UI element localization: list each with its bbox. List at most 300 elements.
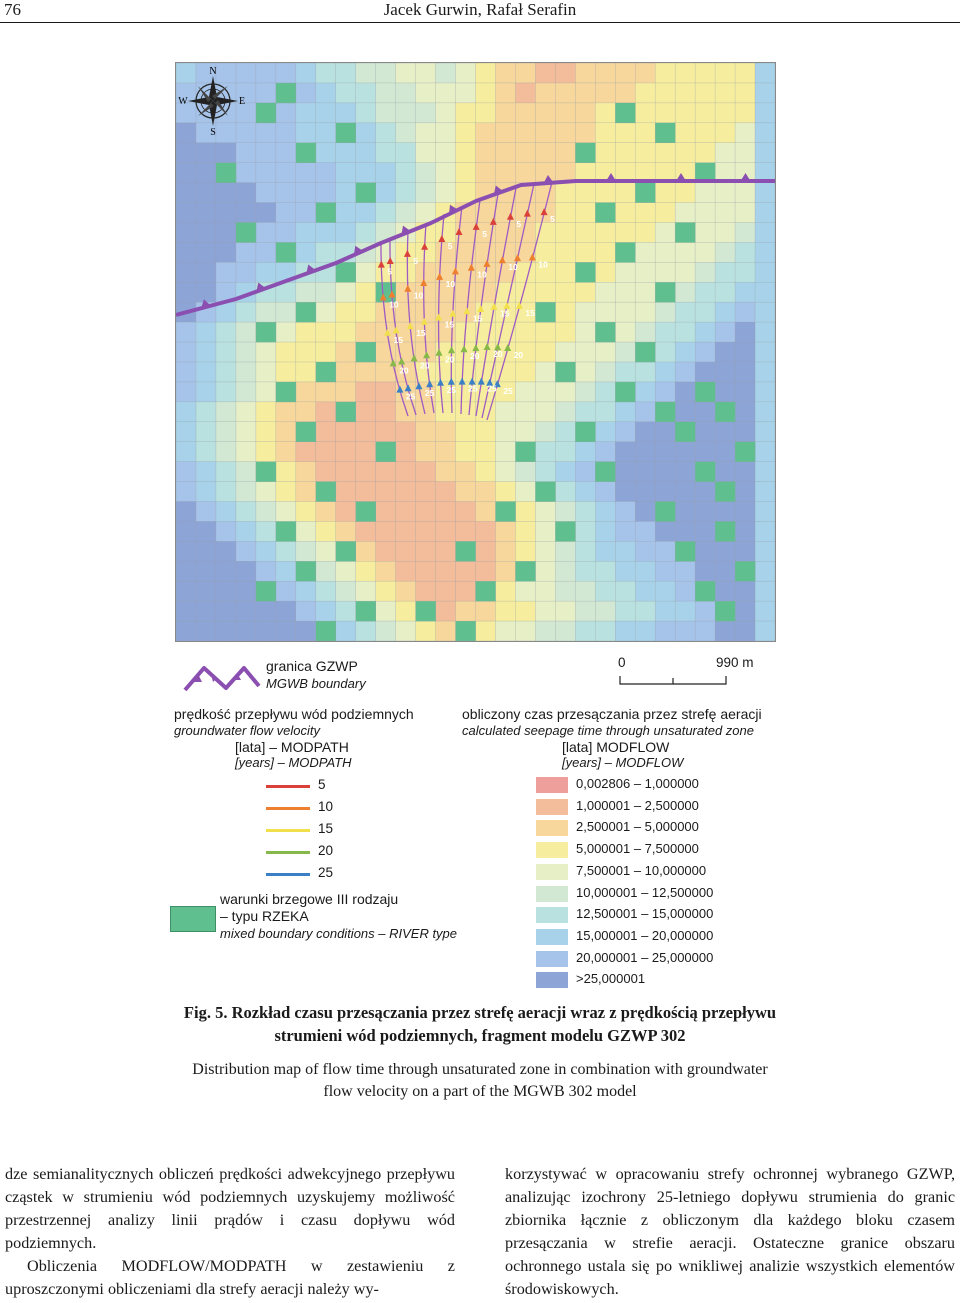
grid-cell [715, 302, 735, 322]
grid-cell [456, 422, 476, 442]
grid-cell [735, 382, 755, 402]
grid-cell [376, 203, 396, 223]
grid-cell [436, 103, 456, 123]
grid-cell [456, 183, 476, 203]
grid-cell [436, 422, 456, 442]
grid-cell [595, 541, 615, 561]
grid-cell [695, 242, 715, 262]
grid-cell [735, 302, 755, 322]
grid-cell [535, 541, 555, 561]
grid-cell [575, 222, 595, 242]
grid-cell [336, 601, 356, 621]
grid-cell [575, 282, 595, 302]
grid-cell [695, 621, 715, 641]
grid-cell [695, 203, 715, 223]
grid-cell [456, 262, 476, 282]
grid-cell [436, 482, 456, 502]
grid-cell [436, 501, 456, 521]
grid-cell [396, 422, 416, 442]
grid-cell [575, 482, 595, 502]
grid-cell [276, 163, 296, 183]
river-cell [476, 581, 496, 601]
grid-cell [476, 561, 496, 581]
grid-cell [615, 402, 635, 422]
grid-cell [695, 541, 715, 561]
grid-cell [675, 183, 695, 203]
grid-cell [296, 462, 316, 482]
grid-cell [196, 262, 216, 282]
grid-cell [256, 262, 276, 282]
grid-cell [755, 362, 775, 382]
grid-cell [495, 482, 515, 502]
grid-cell [296, 581, 316, 601]
grid-cell [436, 242, 456, 262]
river-cell [276, 83, 296, 103]
grid-cell [675, 442, 695, 462]
grid-cell [595, 302, 615, 322]
grid-cell [555, 442, 575, 462]
grid-cell [176, 282, 196, 302]
grid-cell [695, 282, 715, 302]
grid-cell [396, 621, 416, 641]
grid-cell [236, 561, 256, 581]
grid-cell [196, 282, 216, 302]
grid-cell [176, 242, 196, 262]
grid-cell [655, 203, 675, 223]
grid-cell [176, 541, 196, 561]
grid-cell [356, 282, 376, 302]
grid-cell [376, 143, 396, 163]
grid-cell [655, 103, 675, 123]
grid-cell [236, 482, 256, 502]
grid-cell [495, 422, 515, 442]
isochrone-label: 10 [413, 290, 424, 301]
grid-cell [615, 322, 635, 342]
grid-cell [316, 561, 336, 581]
grid-cell [276, 103, 296, 123]
page-header [0, 0, 960, 22]
grid-cell [196, 322, 216, 342]
grid-cell [495, 83, 515, 103]
grid-cell [256, 422, 276, 442]
grid-cell [755, 382, 775, 402]
river-cell [735, 442, 755, 462]
grid-cell [376, 123, 396, 143]
grid-cell [535, 342, 555, 362]
grid-cell [216, 143, 236, 163]
grid-cell [715, 422, 735, 442]
caption-en-line2: flow velocity on a part of the MGWB 302 model [323, 1083, 637, 1100]
grid-cell [595, 581, 615, 601]
river-cell [535, 302, 555, 322]
grid-cell [196, 482, 216, 502]
grid-cell [655, 143, 675, 163]
grid-cell [256, 501, 276, 521]
river-cell [316, 621, 336, 641]
grid-cell [555, 561, 575, 581]
isochrone-label: 5 [482, 228, 487, 239]
river-cell [515, 442, 535, 462]
grid-cell [396, 561, 416, 581]
grid-cell [276, 302, 296, 322]
grid-cell [236, 203, 256, 223]
grid-cell [216, 322, 236, 342]
grid-cell [675, 621, 695, 641]
river-cell [695, 581, 715, 601]
legend-boundary-subtitle: MGWB boundary [266, 676, 366, 691]
grid-cell [196, 242, 216, 262]
grid-cell [615, 83, 635, 103]
grid-cell [276, 203, 296, 223]
grid-cell [755, 103, 775, 123]
grid-cell [595, 362, 615, 382]
grid-cell [216, 442, 236, 462]
grid-cell [436, 163, 456, 183]
grid-cell [316, 183, 336, 203]
grid-cell [495, 541, 515, 561]
grid-cell [436, 581, 456, 601]
grid-cell [595, 621, 615, 641]
grid-cell [256, 143, 276, 163]
grid-cell [735, 282, 755, 302]
grid-cell [735, 362, 755, 382]
grid-cell [356, 482, 376, 502]
grid-cell [675, 103, 695, 123]
grid-cell [256, 442, 276, 462]
grid-cell [655, 521, 675, 541]
boundary-symbol-icon [182, 660, 262, 694]
grid-cell [715, 222, 735, 242]
grid-cell [755, 262, 775, 282]
map-legend [160, 648, 800, 998]
grid-cell [256, 621, 276, 641]
grid-cell [555, 242, 575, 262]
grid-cell [635, 501, 655, 521]
grid-cell [755, 282, 775, 302]
grid-cell [256, 342, 276, 362]
grid-cell [456, 402, 476, 422]
grid-cell [555, 402, 575, 422]
grid-cell [655, 422, 675, 442]
grid-cell [635, 322, 655, 342]
compass-n: N [209, 66, 217, 77]
grid-cell [755, 342, 775, 362]
grid-cell [535, 402, 555, 422]
caption-pl-line1: Fig. 5. Rozkład czasu przesączania przez strefę aeracji wraz z prędkością przepływu [183, 1003, 777, 1022]
grid-cell [476, 143, 496, 163]
grid-cell [755, 462, 775, 482]
grid-cell [416, 501, 436, 521]
grid-cell [356, 103, 376, 123]
grid-cell [356, 541, 376, 561]
grid-cell [755, 302, 775, 322]
grid-cell [735, 482, 755, 502]
grid-cell [655, 83, 675, 103]
grid-cell [176, 382, 196, 402]
grid-cell [216, 222, 236, 242]
grid-cell [715, 382, 735, 402]
grid-cell [436, 222, 456, 242]
grid-cell [316, 541, 336, 561]
grid-cell [715, 322, 735, 342]
grid-cell [316, 422, 336, 442]
grid-cell [356, 143, 376, 163]
grid-cell [735, 222, 755, 242]
grid-cell [436, 621, 456, 641]
legend-velocity-line [266, 829, 310, 832]
legend-river-swatch [170, 906, 216, 932]
isochrone-label: 15 [500, 308, 510, 319]
legend-seepage-label: 12,500001 – 15,000000 [576, 906, 714, 922]
grid-cell [695, 362, 715, 382]
grid-cell [456, 163, 476, 183]
river-cell [595, 462, 615, 482]
grid-cell [256, 123, 276, 143]
grid-cell [336, 143, 356, 163]
river-cell [675, 541, 695, 561]
grid-cell [356, 442, 376, 462]
grid-cell [635, 402, 655, 422]
grid-cell [396, 143, 416, 163]
grid-cell [675, 302, 695, 322]
river-cell [575, 143, 595, 163]
grid-cell [755, 203, 775, 223]
grid-cell [575, 462, 595, 482]
grid-cell [356, 422, 376, 442]
header-rule [0, 22, 960, 23]
grid-cell [336, 521, 356, 541]
river-cell [316, 362, 336, 382]
grid-cell [615, 541, 635, 561]
legend-seepage-swatch [536, 907, 568, 923]
grid-cell [336, 203, 356, 223]
river-cell [256, 103, 276, 123]
grid-cell [276, 621, 296, 641]
isochrone-label: 15 [444, 319, 455, 330]
grid-cell [356, 581, 376, 601]
grid-cell [535, 462, 555, 482]
grid-cell [356, 123, 376, 143]
river-cell [356, 183, 376, 203]
grid-cell [575, 601, 595, 621]
legend-seepage-label: >25,000001 [576, 971, 646, 987]
grid-cell [655, 222, 675, 242]
grid-cell [236, 382, 256, 402]
legend-velocity-line [266, 851, 310, 854]
grid-cell [515, 382, 535, 402]
grid-cell [236, 302, 256, 322]
river-cell [575, 422, 595, 442]
grid-cell [635, 482, 655, 502]
grid-cell [396, 501, 416, 521]
river-cell [555, 521, 575, 541]
grid-cell [336, 462, 356, 482]
grid-cell [715, 561, 735, 581]
river-cell [675, 422, 695, 442]
grid-cell [675, 123, 695, 143]
grid-cell [196, 581, 216, 601]
grid-cell [735, 501, 755, 521]
grid-cell [396, 541, 416, 561]
grid-cell [216, 402, 236, 422]
grid-cell [416, 482, 436, 502]
grid-cell [336, 63, 356, 83]
body-left-paragraph-2: Obliczenia MODFLOW/MODPATH w zestawieniu z uproszczonymi obliczeniami dla strefy aeracji należy wy- [5, 1257, 455, 1298]
grid-cell [715, 123, 735, 143]
grid-cell [635, 262, 655, 282]
grid-cell [336, 282, 356, 302]
grid-cell [735, 143, 755, 163]
river-cell [695, 462, 715, 482]
river-cell [276, 382, 296, 402]
grid-cell [655, 482, 675, 502]
grid-cell [176, 601, 196, 621]
grid-cell [376, 422, 396, 442]
legend-seepage-label: 15,000001 – 20,000000 [576, 927, 714, 943]
grid-cell [695, 183, 715, 203]
grid-cell [416, 143, 436, 163]
river-cell [595, 322, 615, 342]
grid-cell [535, 362, 555, 382]
grid-cell [276, 561, 296, 581]
grid-cell [615, 183, 635, 203]
grid-cell [755, 521, 775, 541]
grid-cell [595, 103, 615, 123]
grid-cell [176, 482, 196, 502]
grid-cell [176, 521, 196, 541]
grid-cell [296, 442, 316, 462]
grid-cell [695, 402, 715, 422]
grid-cell [615, 203, 635, 223]
body-left-paragraph-1: dze semianalitycznych obliczeń prędkości adwekcyjnego przepływu cząstek w strumieniu wód podziemnych uzyskujemy możliwość przestrzennej analizy linii prądów i czasu dopływu wód podziemnych. [5, 1165, 455, 1252]
legend-river-line1: warunki brzegowe III rodzaju [220, 891, 399, 907]
grid-cell [356, 222, 376, 242]
grid-cell [675, 561, 695, 581]
grid-cell [476, 242, 496, 262]
legend-velocity-label: 15 [318, 821, 334, 836]
grid-cell [755, 422, 775, 442]
grid-cell [615, 601, 635, 621]
grid-cell [256, 482, 276, 502]
grid-cell [555, 501, 575, 521]
grid-cell [416, 302, 436, 322]
grid-cell [216, 242, 236, 262]
grid-cell [555, 203, 575, 223]
grid-cell [256, 203, 276, 223]
grid-cell [336, 581, 356, 601]
grid-cell [755, 501, 775, 521]
grid-cell [615, 521, 635, 541]
grid-cell [595, 183, 615, 203]
grid-cell [436, 63, 456, 83]
grid-cell [176, 561, 196, 581]
grid-cell [715, 262, 735, 282]
river-cell [356, 601, 376, 621]
grid-cell [376, 382, 396, 402]
grid-cell [476, 422, 496, 442]
grid-cell [476, 501, 496, 521]
legend-seepage-title: obliczony czas przesączania przez strefę aeracji [462, 706, 762, 722]
grid-cell [635, 422, 655, 442]
grid-cell [635, 601, 655, 621]
grid-cell [555, 63, 575, 83]
river-cell [316, 482, 336, 502]
grid-cell [635, 561, 655, 581]
grid-cell [515, 541, 535, 561]
isochrone-label: 10 [477, 269, 487, 280]
legend-velocity-unit-en: [years] – MODPATH [235, 755, 352, 770]
grid-cell [535, 322, 555, 342]
grid-cell [695, 222, 715, 242]
river-cell [715, 601, 735, 621]
grid-cell [236, 501, 256, 521]
grid-cell [236, 581, 256, 601]
grid-cell [755, 242, 775, 262]
grid-cell [416, 442, 436, 462]
grid-cell [735, 242, 755, 262]
grid-cell [575, 103, 595, 123]
river-cell [615, 103, 635, 123]
river-cell [715, 402, 735, 422]
grid-cell [715, 581, 735, 601]
grid-cell [615, 282, 635, 302]
river-cell [655, 402, 675, 422]
grid-cell [216, 342, 236, 362]
grid-cell [695, 63, 715, 83]
river-cell [296, 561, 316, 581]
grid-cell [256, 163, 276, 183]
grid-cell [336, 163, 356, 183]
grid-cell [495, 601, 515, 621]
body-right-paragraph-1: korzystywać w opracowaniu strefy ochronnej wybranego GZWP, analizując izochrony 25-letniego dopływu strumienia do granic zbiornika łącznie z obliczonym dla każdego bloku czasem przesączania w strefie aeracji. Ostateczne granice obszaru ochronnego ustala się po wnikliwej analizie wszystkich elementów środowiskowych. [505, 1165, 955, 1298]
grid-cell [176, 203, 196, 223]
grid-cell [476, 541, 496, 561]
grid-cell [595, 521, 615, 541]
grid-cell [196, 163, 216, 183]
legend-seepage-label: 1,000001 – 2,500000 [576, 797, 699, 813]
river-cell [356, 342, 376, 362]
grid-cell [655, 601, 675, 621]
isochrone-label: 25 [468, 383, 478, 394]
grid-cell [715, 362, 735, 382]
grid-cell [595, 63, 615, 83]
grid-cell [416, 541, 436, 561]
grid-cell [256, 222, 276, 242]
grid-cell [615, 501, 635, 521]
grid-cell [196, 462, 216, 482]
grid-cell [555, 462, 575, 482]
grid-cell [296, 402, 316, 422]
grid-cell [635, 123, 655, 143]
grid-cell [296, 362, 316, 382]
grid-cell [675, 362, 695, 382]
grid-cell [575, 402, 595, 422]
grid-cell [655, 442, 675, 462]
grid-cell [236, 422, 256, 442]
grid-cell [236, 402, 256, 422]
grid-cell [276, 362, 296, 382]
grid-cell [296, 222, 316, 242]
legend-velocity-line [266, 807, 310, 810]
grid-cell [416, 621, 436, 641]
grid-cell [296, 601, 316, 621]
legend-seepage-swatch [536, 777, 568, 793]
grid-cell [595, 222, 615, 242]
scale-zero: 0 [618, 655, 626, 670]
grid-cell [735, 521, 755, 541]
grid-cell [555, 322, 575, 342]
grid-cell [316, 83, 336, 103]
